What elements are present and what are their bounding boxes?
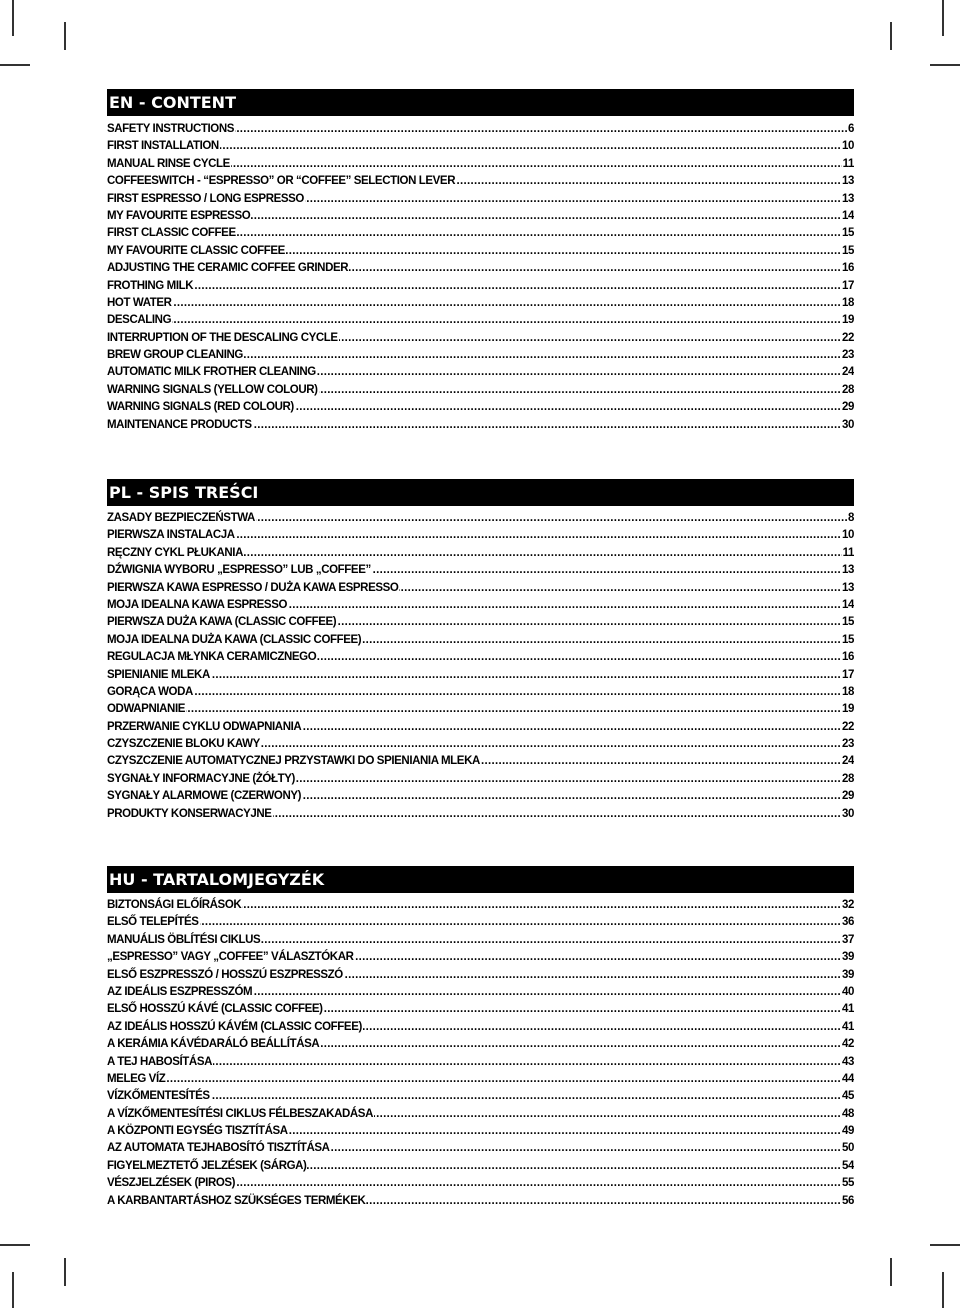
toc-entry-page: 24 — [841, 753, 854, 770]
toc-entry-page: 54 — [841, 1158, 854, 1175]
toc-entry[interactable] — [107, 719, 854, 736]
toc-entry-label: A TEJ HABOSÍTÁSA — [107, 1055, 212, 1068]
toc-entry-page: 19 — [841, 312, 854, 329]
toc-entry-label: BIZTONSÁGI ELŐÍRÁSOK — [107, 899, 242, 911]
crop-mark — [64, 22, 66, 50]
toc-entry[interactable] — [107, 1175, 854, 1192]
toc-entry-label: DESCALING — [107, 314, 172, 327]
toc-entry[interactable] — [107, 914, 854, 931]
toc-entry-label: AUTOMATIC MILK FROTHER CLEANING — [107, 366, 316, 379]
toc-entry-label: CZYSZCZENIE BLOKU KAWY — [107, 738, 260, 751]
toc-entry-label: MAINTENANCE PRODUCTS — [107, 418, 252, 431]
toc-entry-page: 30 — [841, 806, 854, 823]
toc-entry-page: 10 — [841, 138, 854, 155]
toc-entry-page: 29 — [841, 788, 854, 805]
toc-entry-page: 13 — [841, 191, 854, 208]
toc-entry[interactable] — [107, 597, 854, 614]
toc-entry[interactable] — [107, 771, 854, 788]
crop-mark — [12, 1272, 14, 1308]
toc-entry-page: 16 — [841, 260, 854, 277]
toc-entry[interactable] — [107, 191, 854, 208]
toc-entry-page: 41 — [841, 1001, 854, 1018]
toc-entry[interactable] — [107, 312, 854, 329]
toc-entry[interactable] — [107, 1140, 854, 1157]
toc-entry-page: 40 — [841, 984, 854, 1001]
toc-entry-page: 22 — [841, 719, 854, 736]
toc-entry-label: SYGNAŁY INFORMACYJNE (ŻÓŁTY) — [107, 772, 295, 785]
toc-entry-page: 6 — [847, 121, 854, 138]
toc-entry[interactable] — [107, 736, 854, 753]
toc-entry-label: FIGYELMEZTETŐ JELZÉSEK (SÁRGA) — [107, 1159, 307, 1172]
toc-entry[interactable] — [107, 1106, 854, 1123]
toc-entry[interactable] — [107, 684, 854, 701]
toc-entry-page: 15 — [841, 632, 854, 649]
toc-entry-label: „ESPRESSO” VAGY „COFFEE” VÁLASZTÓKAR — [107, 951, 354, 964]
toc-entry-label: MY FAVOURITE ESPRESSO — [107, 209, 251, 222]
toc-entry-page: 17 — [841, 667, 854, 684]
toc-entry-page: 15 — [841, 243, 854, 260]
crop-mark — [0, 64, 30, 66]
section-title: PL - SPIS TREŚCI — [107, 479, 854, 506]
toc-section-en — [107, 89, 854, 434]
toc-entry-page: 17 — [841, 278, 854, 295]
toc-entry[interactable] — [107, 295, 854, 312]
toc-entry-label: ADJUSTING THE CERAMIC COFFEE GRINDER — [107, 262, 349, 275]
toc-entry-label: MELEG VÍZ — [107, 1072, 166, 1085]
toc-entry[interactable] — [107, 1158, 854, 1175]
toc-entry-label: DŹWIGNIA WYBORU „ESPRESSO” LUB „COFFEE” — [107, 564, 371, 577]
crop-mark — [12, 0, 14, 36]
toc-entry[interactable] — [107, 156, 854, 173]
toc-entry-page: 45 — [841, 1088, 854, 1105]
toc-entry[interactable] — [107, 545, 854, 562]
toc-entry-label: A KARBANTARTÁSHOZ SZÜKSÉGES TERMÉKEK — [107, 1194, 366, 1207]
toc-entry[interactable] — [107, 1001, 854, 1018]
toc-entry[interactable] — [107, 1193, 854, 1210]
toc-entry[interactable] — [107, 967, 854, 984]
crop-mark — [942, 1272, 944, 1308]
toc-entry-label: PRZERWANIE CYKLU ODWAPNIANIA — [107, 720, 302, 733]
toc-entry-label: GORĄCA WODA — [107, 685, 193, 698]
toc-entry-page: 37 — [841, 932, 854, 949]
toc-entry-label: AZ AUTOMATA TEJHABOSÍTÓ TISZTÍTÁSA — [107, 1142, 330, 1155]
toc-entry-label: MANUAL RINSE CYCLE — [107, 157, 230, 170]
toc-entry-label: FIRST CLASSIC COFFEE — [107, 227, 236, 240]
toc-entry[interactable] — [107, 382, 854, 399]
toc-entry-page: 13 — [841, 173, 854, 190]
toc-entry-page: 15 — [841, 614, 854, 631]
toc-entry-label: SPIENIANIE MLEKA — [107, 668, 210, 681]
toc-entry-page: 50 — [841, 1140, 854, 1157]
toc-entry[interactable] — [107, 173, 854, 190]
toc-entry[interactable] — [107, 260, 854, 277]
toc-entry[interactable] — [107, 399, 854, 416]
crop-mark — [64, 1258, 66, 1286]
toc-entry-page: 39 — [841, 949, 854, 966]
toc-entry[interactable] — [107, 701, 854, 718]
toc-entry[interactable] — [107, 121, 854, 138]
toc-entry-page: 28 — [841, 771, 854, 788]
toc-entry-label: FIRST ESPRESSO / LONG ESPRESSO — [107, 192, 304, 205]
toc-entry-page: 24 — [841, 364, 854, 381]
toc-entry-label: AZ IDEÁLIS HOSSZÚ KÁVÉM (CLASSIC COFFEE) — [107, 1020, 362, 1033]
toc-entry-page: 14 — [841, 597, 854, 614]
toc-entry-label: A KÖZPONTI EGYSÉG TISZTÍTÁSA — [107, 1125, 288, 1138]
toc-entry-label: MANUÁLIS ÖBLÍTÉSI CIKLUS — [107, 933, 261, 946]
toc-entry-page: 11 — [842, 156, 854, 173]
toc-list — [107, 121, 854, 434]
toc-entry-label: AZ IDEÁLIS ESZPRESSZÓM — [107, 985, 253, 998]
toc-entry-label: FIRST INSTALLATION — [107, 140, 219, 153]
toc-entry[interactable] — [107, 1123, 854, 1140]
toc-entry-label: BREW GROUP CLEANING — [107, 349, 243, 362]
toc-entry-page: 42 — [841, 1036, 854, 1053]
toc-entry[interactable] — [107, 932, 854, 949]
toc-entry[interactable] — [107, 753, 854, 770]
toc-entry-label: PIERWSZA KAWA ESPRESSO / DUŻA KAWA ESPRESSO — [107, 581, 399, 594]
toc-entry-page: 48 — [841, 1106, 854, 1123]
toc-entry-label: SYGNAŁY ALARMOWE (CZERWONY) — [107, 790, 302, 803]
toc-entry[interactable] — [107, 208, 854, 225]
toc-entry-page: 30 — [841, 417, 854, 434]
toc-entry-label: ODWAPNIANIE — [107, 703, 186, 716]
toc-entry-page: 10 — [841, 527, 854, 544]
toc-entry[interactable] — [107, 278, 854, 295]
crop-mark — [942, 0, 944, 36]
toc-entry-label: ELSŐ HOSSZÚ KÁVÉ (CLASSIC COFFEE) — [107, 1003, 323, 1016]
toc-entry[interactable] — [107, 632, 854, 649]
toc-entry-label: MOJA IDEALNA DUŻA KAWA (CLASSIC COFFEE) — [107, 633, 362, 646]
toc-entry-page: 56 — [841, 1193, 854, 1210]
toc-entry-label: RĘCZNY CYKL PŁUKANIA — [107, 546, 243, 559]
toc-entry-label: ZASADY BEZPIECZEŃSTWA — [107, 512, 255, 524]
toc-entry-label: PRODUKTY KONSERWACYJNE — [107, 807, 272, 820]
toc-entry-label: PIERWSZA INSTALACJA — [107, 529, 235, 542]
toc-entry[interactable] — [107, 1036, 854, 1053]
toc-entry-page: 14 — [841, 208, 854, 225]
toc-list — [107, 510, 854, 823]
toc-entry-page: 44 — [841, 1071, 854, 1088]
toc-entry[interactable] — [107, 225, 854, 242]
toc-entry[interactable] — [107, 510, 854, 527]
toc-entry-page: 28 — [841, 382, 854, 399]
toc-entry[interactable] — [107, 1019, 854, 1036]
crop-mark — [890, 1258, 892, 1286]
toc-entry-page: 22 — [841, 330, 854, 347]
toc-entry-label: VÉSZJELZÉSEK (PIROS) — [107, 1177, 236, 1190]
toc-entry[interactable] — [107, 806, 854, 823]
toc-entry[interactable] — [107, 243, 854, 260]
toc-entry[interactable] — [107, 1088, 854, 1105]
toc-entry-page: 29 — [841, 399, 854, 416]
toc-entry-label: FROTHING MILK — [107, 279, 194, 292]
toc-entry-label: WARNING SIGNALS (RED COLOUR) — [107, 401, 294, 414]
toc-entry[interactable] — [107, 897, 854, 914]
toc-entry[interactable] — [107, 984, 854, 1001]
toc-entry[interactable] — [107, 364, 854, 381]
toc-entry-label: A KERÁMIA KÁVÉDARÁLÓ BEÁLLÍTÁSA — [107, 1038, 320, 1051]
toc-entry-page: 41 — [841, 1019, 854, 1036]
toc-entry-page: 36 — [841, 914, 854, 931]
toc-entry-label: CZYSZCZENIE AUTOMATYCZNEJ PRZYSTAWKI DO SPIENIANIA MLEKA — [107, 755, 480, 768]
toc-entry[interactable] — [107, 614, 854, 631]
toc-entry[interactable] — [107, 1071, 854, 1088]
toc-entry-label: SAFETY INSTRUCTIONS — [107, 123, 235, 135]
toc-entry[interactable] — [107, 580, 854, 597]
crop-mark — [0, 1244, 30, 1246]
toc-entry[interactable] — [107, 138, 854, 155]
toc-entry[interactable] — [107, 949, 854, 966]
toc-entry[interactable] — [107, 527, 854, 544]
toc-entry-label: ELSŐ ESZPRESSZÓ / HOSSZÚ ESZPRESSZÓ — [107, 968, 343, 981]
toc-entry-page: 13 — [841, 562, 854, 579]
toc-entry[interactable] — [107, 330, 854, 347]
toc-entry-page: 19 — [841, 701, 854, 718]
toc-entry-label: MY FAVOURITE CLASSIC COFFEE — [107, 244, 285, 257]
section-title: EN - CONTENT — [107, 89, 854, 116]
toc-entry-label: PIERWSZA DUŻA KAWA (CLASSIC COFFEE) — [107, 616, 337, 629]
toc-entry[interactable] — [107, 788, 854, 805]
toc-entry-page: 49 — [841, 1123, 854, 1140]
toc-entry-label: MOJA IDEALNA KAWA ESPRESSO — [107, 598, 288, 611]
toc-entry-page: 16 — [841, 649, 854, 666]
toc-entry-label: WARNING SIGNALS (YELLOW COLOUR) — [107, 383, 318, 396]
toc-entry-label: INTERRUPTION OF THE DESCALING CYCLE — [107, 331, 338, 344]
toc-entry[interactable] — [107, 649, 854, 666]
toc-entry[interactable] — [107, 417, 854, 434]
toc-entry[interactable] — [107, 562, 854, 579]
toc-entry[interactable] — [107, 1054, 854, 1071]
toc-entry[interactable] — [107, 667, 854, 684]
crop-mark — [890, 22, 892, 50]
toc-entry[interactable] — [107, 347, 854, 364]
toc-entry-page: 13 — [841, 580, 854, 597]
toc-entry-label: VÍZKŐMENTESÍTÉS — [107, 1090, 210, 1103]
toc-entry-page: 55 — [841, 1175, 854, 1192]
crop-mark — [930, 64, 960, 66]
toc-entry-label: ELSŐ TELEPÍTÉS — [107, 916, 199, 929]
toc-section-pl — [107, 479, 854, 823]
toc-entry-label: COFFEESWITCH - “ESPRESSO” OR “COFFEE” SELECTION LEVER — [107, 175, 456, 188]
section-title: HU - TARTALOMJEGYZÉK — [107, 866, 854, 893]
toc-entry-page: 8 — [847, 510, 854, 527]
toc-entry-label: A VÍZKŐMENTESÍTÉSI CIKLUS FÉLBESZAKADÁSA — [107, 1107, 373, 1120]
toc-entry-page: 43 — [841, 1054, 854, 1071]
toc-entry-page: 23 — [841, 347, 854, 364]
toc-entry-page: 39 — [841, 967, 854, 984]
toc-entry-page: 15 — [841, 225, 854, 242]
toc-entry-label: HOT WATER — [107, 296, 172, 309]
toc-entry-page: 23 — [841, 736, 854, 753]
toc-entry-page: 18 — [841, 295, 854, 312]
toc-entry-page: 32 — [841, 897, 854, 914]
toc-entry-page: 11 — [842, 545, 854, 562]
crop-mark — [930, 1244, 960, 1246]
toc-entry-page: 18 — [841, 684, 854, 701]
toc-section-hu — [107, 866, 854, 1210]
toc-entry-label: REGULACJA MŁYNKA CERAMICZNEGO — [107, 651, 317, 664]
toc-list — [107, 897, 854, 1210]
